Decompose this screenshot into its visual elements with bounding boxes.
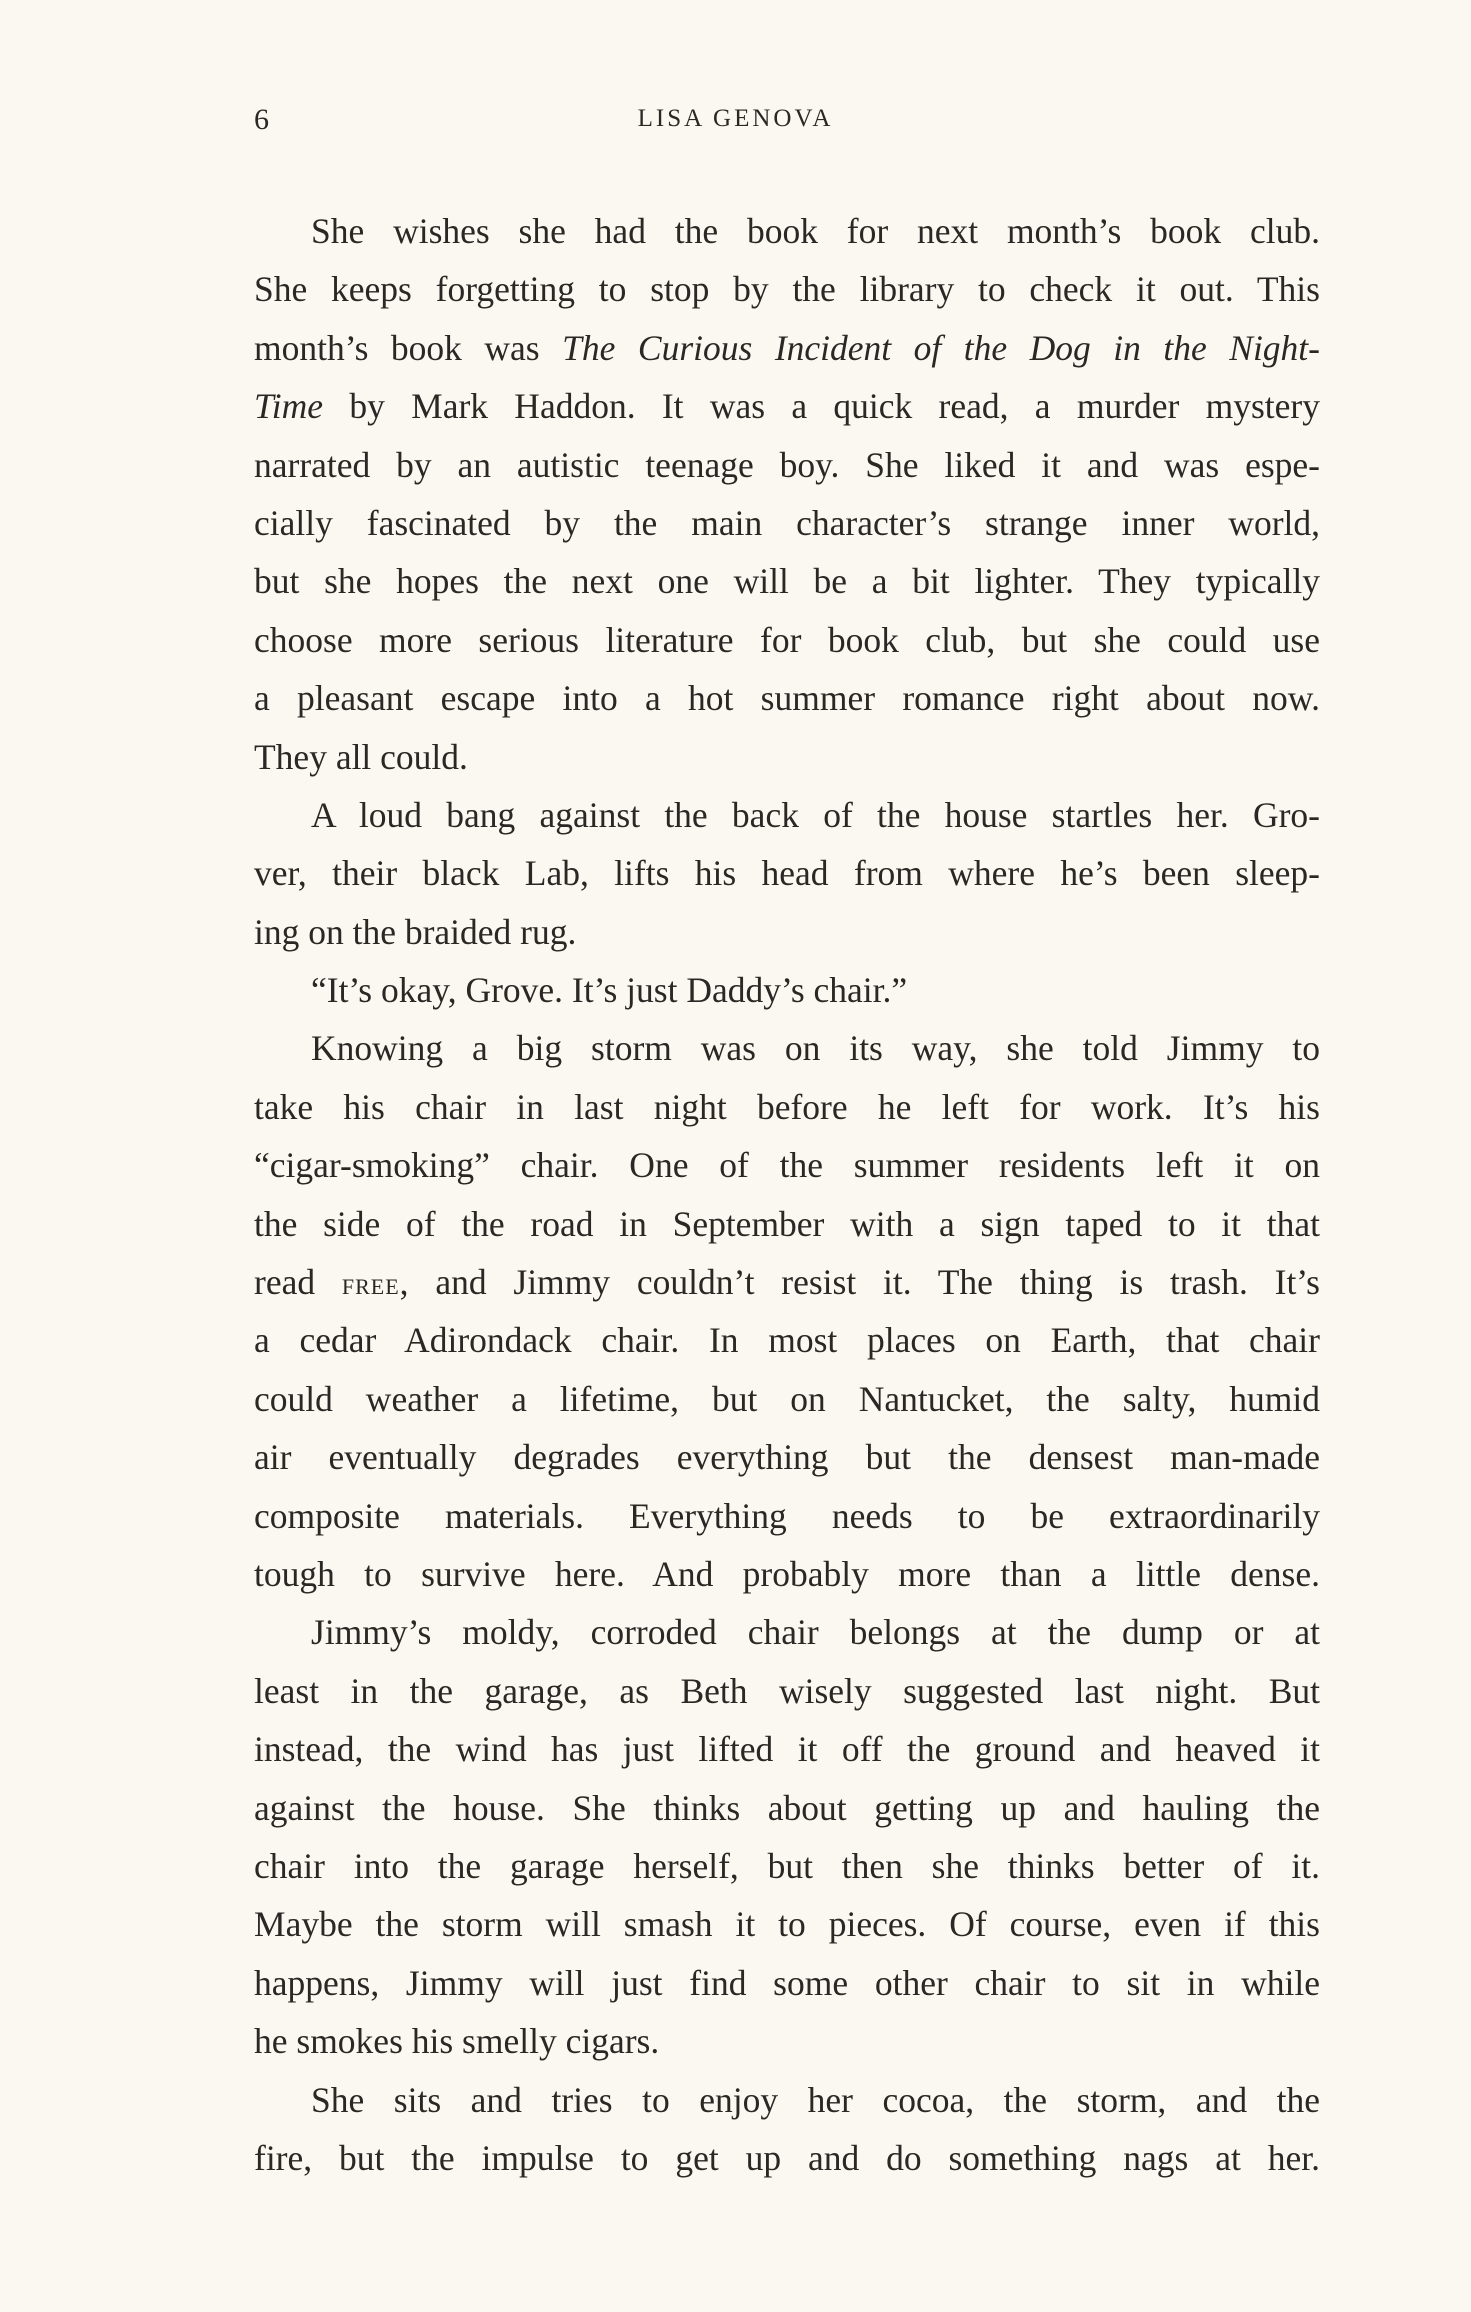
paragraph	[254, 1019, 1320, 1603]
text-line	[254, 260, 1320, 318]
text-segment: ing on the braided rug.	[254, 911, 577, 952]
text-line	[254, 669, 1320, 727]
text-line	[254, 728, 1320, 786]
text-segment: She wishes she had the book for next month’s book club.	[311, 211, 1320, 251]
text-line	[254, 1954, 1320, 2012]
text-segment: choose more serious literature for book club, but she could use	[254, 619, 1320, 660]
paragraph	[254, 2071, 1320, 2188]
text-segment: least in the garage, as Beth wisely suggested last night. But	[254, 1670, 1320, 1711]
text-segment: They all could.	[254, 736, 468, 777]
text-segment: cially fascinated by the main character’s strange inner world,	[254, 502, 1320, 543]
text-line	[254, 436, 1320, 494]
paragraph	[254, 786, 1320, 961]
text-line	[254, 961, 1320, 1019]
paragraph	[254, 961, 1320, 1019]
text-line	[254, 1720, 1320, 1778]
text-line	[254, 494, 1320, 552]
text-line	[254, 786, 1320, 844]
text-segment: chair into the garage herself, but then she thinks better of it.	[254, 1845, 1320, 1886]
text-segment: Knowing a big storm was on its way, she told Jimmy to	[311, 1028, 1320, 1069]
italic-title-text: The Curious Incident of the Dog in the Night-	[562, 327, 1320, 368]
text-segment: could weather a lifetime, but on Nantucket, the salty, humid	[254, 1378, 1320, 1419]
text-line	[254, 1253, 1320, 1311]
text-line	[254, 1136, 1320, 1194]
text-segment: “It’s okay, Grove. It’s just Daddy’s chair.”	[311, 970, 908, 1011]
text-line	[254, 319, 1320, 377]
text-segment: ver, their black Lab, lifts his head from where he’s been sleep-	[254, 853, 1320, 894]
italic-title-text: Time	[254, 386, 324, 427]
text-line	[254, 2012, 1320, 2070]
text-line	[254, 377, 1320, 435]
text-line	[254, 1019, 1320, 1077]
text-segment: Jimmy’s moldy, corroded chair belongs at the dump or at	[311, 1612, 1320, 1653]
text-segment: by Mark Haddon. It was a quick read, a murder mystery	[323, 386, 1320, 427]
text-segment: , and Jimmy couldn’t resist it. The thing is trash. It’s	[399, 1262, 1320, 1303]
text-segment: happens, Jimmy will just find some other chair to sit in while	[254, 1962, 1320, 2003]
paragraph	[254, 202, 1320, 786]
text-segment: a pleasant escape into a hot summer romance right about now.	[254, 678, 1320, 719]
text-segment: She keeps forgetting to stop by the library to check it out. This	[254, 269, 1320, 310]
text-segment: month’s book was	[254, 327, 563, 368]
text-segment: “cigar-smoking” chair. One of the summer residents left it on	[254, 1145, 1320, 1186]
text-line	[254, 844, 1320, 902]
text-line	[254, 2129, 1320, 2187]
text-line	[254, 552, 1320, 610]
text-line	[254, 202, 1320, 260]
text-line	[254, 1428, 1320, 1486]
text-segment: read	[254, 1262, 342, 1303]
text-line	[254, 1311, 1320, 1369]
text-line	[254, 611, 1320, 669]
text-segment: he smokes his smelly cigars.	[254, 2021, 660, 2062]
text-line	[254, 1078, 1320, 1136]
text-line	[254, 1779, 1320, 1837]
page-number: 6	[254, 103, 269, 136]
page-body	[254, 202, 1320, 2187]
text-segment: A loud bang against the back of the house startles her. Gro-	[311, 794, 1320, 835]
text-segment: composite materials. Everything needs to be extraordinarily	[254, 1495, 1320, 1536]
text-segment: the side of the road in September with a sign taped to it that	[254, 1203, 1320, 1244]
text-line	[254, 1370, 1320, 1428]
text-segment: against the house. She thinks about getting up and hauling the	[254, 1787, 1320, 1828]
text-segment: but she hopes the next one will be a bit lighter. They typically	[254, 561, 1320, 602]
running-head: LISA GENOVA	[637, 105, 834, 132]
text-line	[254, 1195, 1320, 1253]
text-segment: narrated by an autistic teenage boy. She liked it and was espe-	[254, 444, 1320, 485]
text-segment: instead, the wind has just lifted it off the ground and heaved it	[254, 1729, 1320, 1770]
text-line	[254, 1487, 1320, 1545]
text-line	[254, 1895, 1320, 1953]
text-segment: take his chair in last night before he left for work. It’s his	[254, 1086, 1320, 1127]
text-segment: a cedar Adirondack chair. In most places on Earth, that chair	[254, 1320, 1320, 1361]
text-line	[254, 1662, 1320, 1720]
text-segment: She sits and tries to enjoy her cocoa, the storm, and the	[311, 2079, 1320, 2120]
text-segment: Maybe the storm will smash it to pieces. Of course, even if this	[254, 1904, 1320, 1945]
text-line	[254, 1837, 1320, 1895]
text-line	[254, 1545, 1320, 1603]
paragraph	[254, 1603, 1320, 2070]
text-segment: fire, but the impulse to get up and do something nags at her.	[254, 2137, 1320, 2178]
small-caps-text: free	[341, 1266, 400, 1302]
text-line	[254, 903, 1320, 961]
text-segment: tough to survive here. And probably more than a little dense.	[254, 1553, 1320, 1594]
text-line	[254, 2071, 1320, 2129]
text-segment: air eventually degrades everything but the densest man-made	[254, 1437, 1320, 1478]
text-line	[254, 1603, 1320, 1661]
